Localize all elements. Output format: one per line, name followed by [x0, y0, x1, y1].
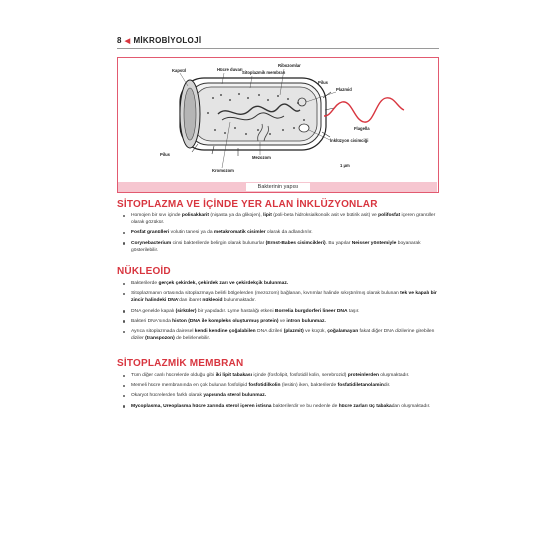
bacterium-cell	[180, 78, 334, 156]
section-title-sitoplazma: SİTOPLAZMA VE İÇİNDE YER ALAN İNKLÜZYONLAR	[117, 199, 378, 210]
list-item	[122, 290, 438, 304]
list-item	[122, 392, 438, 399]
text-run: Memeli hücre membranında en çok bulunan fosfolipid	[131, 383, 249, 389]
list-item	[122, 212, 438, 226]
label-sitoplazmik-membran: Sitoplazmik membran	[242, 70, 286, 75]
list-item	[122, 308, 438, 315]
section-list-sitoplazmik-membran	[122, 372, 438, 413]
bold-text: (Ernst-Babes cisimcikleri)	[265, 240, 326, 246]
flagellum	[324, 98, 404, 122]
text-run: de belirlenebilir.	[174, 336, 211, 342]
text-run: bir yapıdadır. Lyme hastalığı etkeni	[196, 308, 275, 314]
text-run: boyanarak gösterilebilir.	[131, 240, 421, 253]
bold-text: proteinlerden	[347, 373, 379, 378]
bold-text: nükleoid	[202, 298, 223, 304]
list-item	[122, 280, 438, 287]
bacteria-figure	[117, 57, 439, 193]
text-run: ve küçük,	[303, 329, 328, 335]
text-run: Tüm diğer canlı hücrelerde olduğu gibi	[131, 373, 216, 378]
text-run: olarak da adlandırılır.	[265, 230, 313, 236]
page-header	[117, 36, 439, 50]
bold-text: tek ve kapalı bir zincir halindeki DNA	[131, 291, 437, 304]
bacteria-diagram	[118, 58, 437, 184]
label-pilus-top: Pilus	[318, 80, 329, 85]
label-kapsul: Kapsül	[172, 68, 186, 73]
list-item	[122, 229, 438, 236]
text-run: volutin tanesi ya da	[169, 230, 214, 236]
text-run: içeren granüller olarak gözükür.	[131, 213, 436, 226]
text-run: dan oluşmaktadır.	[391, 403, 431, 409]
bold-text: Mycoplasma, Ureoplasma hücre zarında sterol içeren istisna	[131, 403, 272, 409]
bold-text: histon (DNA ile kompleks oluşturmuş protein)	[172, 318, 279, 324]
label-kromozom: Kromozom	[212, 168, 234, 173]
text-run: Bakterilerde	[131, 281, 159, 286]
bold-text: polifosfat	[378, 213, 401, 218]
text-run: Ayrıca sitoplazmada dairesel	[131, 329, 195, 335]
bold-text: (plazmit)	[283, 329, 304, 335]
bold-text: (transpozon)	[145, 336, 175, 342]
chevron-left-icon: ◀	[124, 38, 131, 45]
bold-text: lipit	[263, 213, 272, 218]
bold-text: Corynebacterium	[131, 240, 172, 246]
bold-text: iki lipit tabakası	[215, 373, 252, 378]
section-list-nukleoid	[122, 280, 438, 345]
text-run: Okaryot hücrelerden farklı olarak	[131, 393, 204, 399]
bold-text: Borrelia burgdorferi lineer DNA	[274, 308, 348, 314]
label-pilus-left: Pilus	[160, 152, 171, 157]
bold-text: gerçek çekirdek, çekirdek zarı ve çekirdekçik bulunmaz.	[158, 281, 289, 286]
label-inkluzyon: İnklüzyon cisimciği	[330, 138, 369, 143]
text-run: DNA genelde kapalı	[131, 308, 176, 314]
text-run: (nişasta ya da glikojen),	[209, 213, 264, 218]
caption-band	[118, 182, 437, 192]
text-run: (poli-beta hidroksialkonoik asit ve bütirik asit) ve	[271, 213, 379, 218]
text-run: (lesitin) iken, bakterilerde	[280, 383, 338, 389]
text-run: Homojen bir sıvı içinde	[131, 213, 182, 218]
list-item	[122, 403, 438, 410]
header-divider	[117, 48, 439, 49]
text-run: Bakteri DNA'sında	[131, 318, 173, 324]
bold-text: metakromatik cisimler	[213, 230, 266, 236]
text-run: . Bu yapılar	[325, 240, 352, 246]
text-run: bakterilerdir ve bu nedenle de	[271, 403, 339, 409]
page-number: 8	[117, 36, 122, 45]
figure-caption: Bakterinin yapısı	[246, 183, 310, 191]
bold-text: Neisser yöntemiyle	[351, 240, 397, 246]
list-item	[122, 382, 438, 389]
bold-text: (sirküler)	[175, 308, 197, 314]
list-item	[122, 372, 438, 379]
bold-text: fosfotidilkolin	[248, 383, 281, 389]
bold-text: kendi kendine çoğalabilen	[194, 329, 256, 335]
bold-text: polisakkarit	[181, 213, 210, 218]
label-ribozomlar: Ribozomlar	[278, 63, 301, 68]
bold-text: fosfatidiletanolamin	[337, 383, 384, 389]
text-run: dir.	[383, 383, 391, 389]
text-run: oluşmaktadır.	[378, 373, 410, 378]
bold-text: çoğalamayan	[327, 329, 359, 335]
text-run: Sitoplazmanın ortasında sitoplazmaya belirli bölgelerden (mezozom) bağlanan, kıvrımlar halinde sıkıştırılmış olarak bulunan	[131, 291, 401, 297]
list-item	[122, 318, 438, 325]
text-run: fakat diğer DNA dizilerine girebilen diziler	[131, 329, 435, 342]
text-run: ve	[278, 318, 287, 324]
bold-text: Fosfat granülleri	[131, 230, 170, 236]
text-run: DNA dizileri	[255, 329, 284, 335]
label-scale: 1 μm	[340, 163, 350, 168]
label-plazmid: Plazmid	[336, 87, 352, 92]
text-run: bulunmaktadır.	[222, 298, 256, 304]
section-title-nukleoid: NÜKLEOİD	[117, 266, 171, 277]
label-mezozom: Mezozom	[252, 155, 271, 160]
list-item	[122, 240, 438, 254]
text-run: taşır.	[347, 308, 360, 314]
section-list-sitoplazma	[122, 212, 438, 257]
text-run: cinsi bakterilerde belirgin olarak bulunurlar	[171, 240, 266, 246]
text-run: içinde (fosfolipit, fosfotidil kolin, serebrozid)	[252, 373, 348, 378]
section-title-sitoplazmik-membran: SİTOPLAZMİK MEMBRAN	[117, 358, 244, 369]
text-run: 'dan ibaret	[178, 298, 203, 304]
bold-text: yapısında sterol bulunmaz.	[203, 393, 267, 399]
list-item	[122, 328, 438, 342]
bold-text: intron bulunmaz.	[286, 318, 326, 324]
chapter-title: MİKROBİYOLOJİ	[133, 36, 202, 45]
label-flagella: Flagella	[354, 126, 370, 131]
label-hucre-duvari: Hücre duvarı	[217, 67, 243, 72]
bold-text: hücre zarları üç tabaka	[338, 403, 392, 409]
